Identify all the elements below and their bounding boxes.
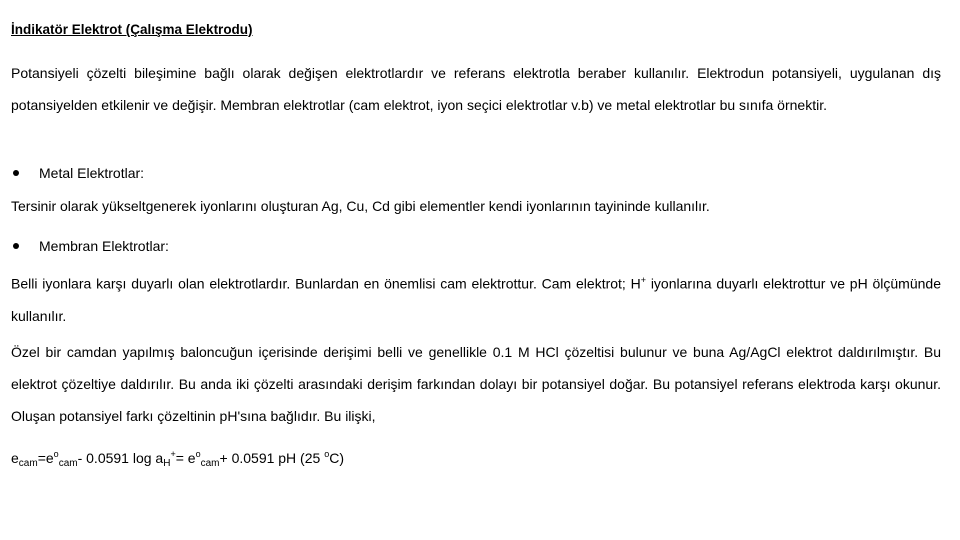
membrane-text-part2: iyonlarına duyarlı elektrottur ve pH ölçümünde kullanılır. — [11, 275, 941, 324]
formula-tail: + 0.0591 pH (25 — [219, 450, 325, 466]
glass-electrode-paragraph: Özel bir camdan yapılmış baloncuğun içerisinde derişimi belli ve genellikle 0.1 M HCl çözeltisi bulunur ve buna Ag/AgCl elektrot daldırılmıştır. Bu elektrot çözeltiye daldırılır. Bu anda iki çözelti arasındaki derişim farkından dolayı bir potansiyel doğar. Bu potansiyel referans elektroda karşı okunur. Oluşan potansiyel farkı çözeltinin pH'sına bağlıdır. Bu ilişki, — [11, 344, 941, 424]
formula-sub-cam: cam — [18, 458, 38, 469]
formula-mid: - 0.0591 log a — [77, 450, 164, 466]
formula-e: e — [11, 450, 19, 466]
formula-sub-h: H — [163, 458, 171, 469]
formula-deg: o — [195, 449, 201, 459]
metal-electrodes-text: Tersinir olarak yükseltgenerek iyonlarını oluşturan Ag, Cu, Cd gibi elementler kendi iyonlarının tayininde kullanılır. — [11, 198, 710, 214]
h-plus-superscript: + — [640, 275, 647, 285]
bullet-dot-icon — [13, 170, 19, 176]
bullet-label: Membran Elektrotlar: — [39, 238, 169, 254]
formula-sub-cam: cam — [58, 458, 78, 469]
formula-eq1: =e — [37, 450, 54, 466]
membrane-text-part1: Belli iyonlara karşı duyarlı olan elektrotlardır. Bunlardan en önemlisi cam elektrottur. Cam elektrot; H — [11, 275, 641, 292]
intro-paragraph: Potansiyeli çözelti bileşimine bağlı olarak değişen elektrotlardır ve referans elektrotla beraber kullanılır. Elektrodun potansiyeli, uygulanan dış potansiyelden etkilenir ve değişir. Membran elektrotlar (cam elektrot, iyon seçici elektrotlar v.b) ve metal elektrotlar bu sınıfa örnektir. — [11, 65, 941, 113]
formula-sub-cam: cam — [200, 458, 220, 469]
formula-sup-plus: + — [170, 449, 176, 459]
membrane-electrodes-text — [11, 264, 941, 332]
bullet-membrane-electrodes — [11, 236, 169, 256]
formula-eq2: = e — [175, 450, 196, 466]
bullet-dot-icon — [13, 243, 19, 249]
document-page — [11, 0, 943, 540]
page-title: İndikatör Elektrot (Çalışma Elektrodu) — [11, 22, 253, 37]
formula-unit: C) — [329, 450, 344, 466]
formula-deg: o — [324, 449, 330, 459]
nernst-formula — [11, 449, 344, 469]
bullet-metal-electrodes — [11, 163, 144, 183]
formula-deg: o — [53, 449, 59, 459]
bullet-label: Metal Elektrotlar: — [39, 165, 145, 181]
